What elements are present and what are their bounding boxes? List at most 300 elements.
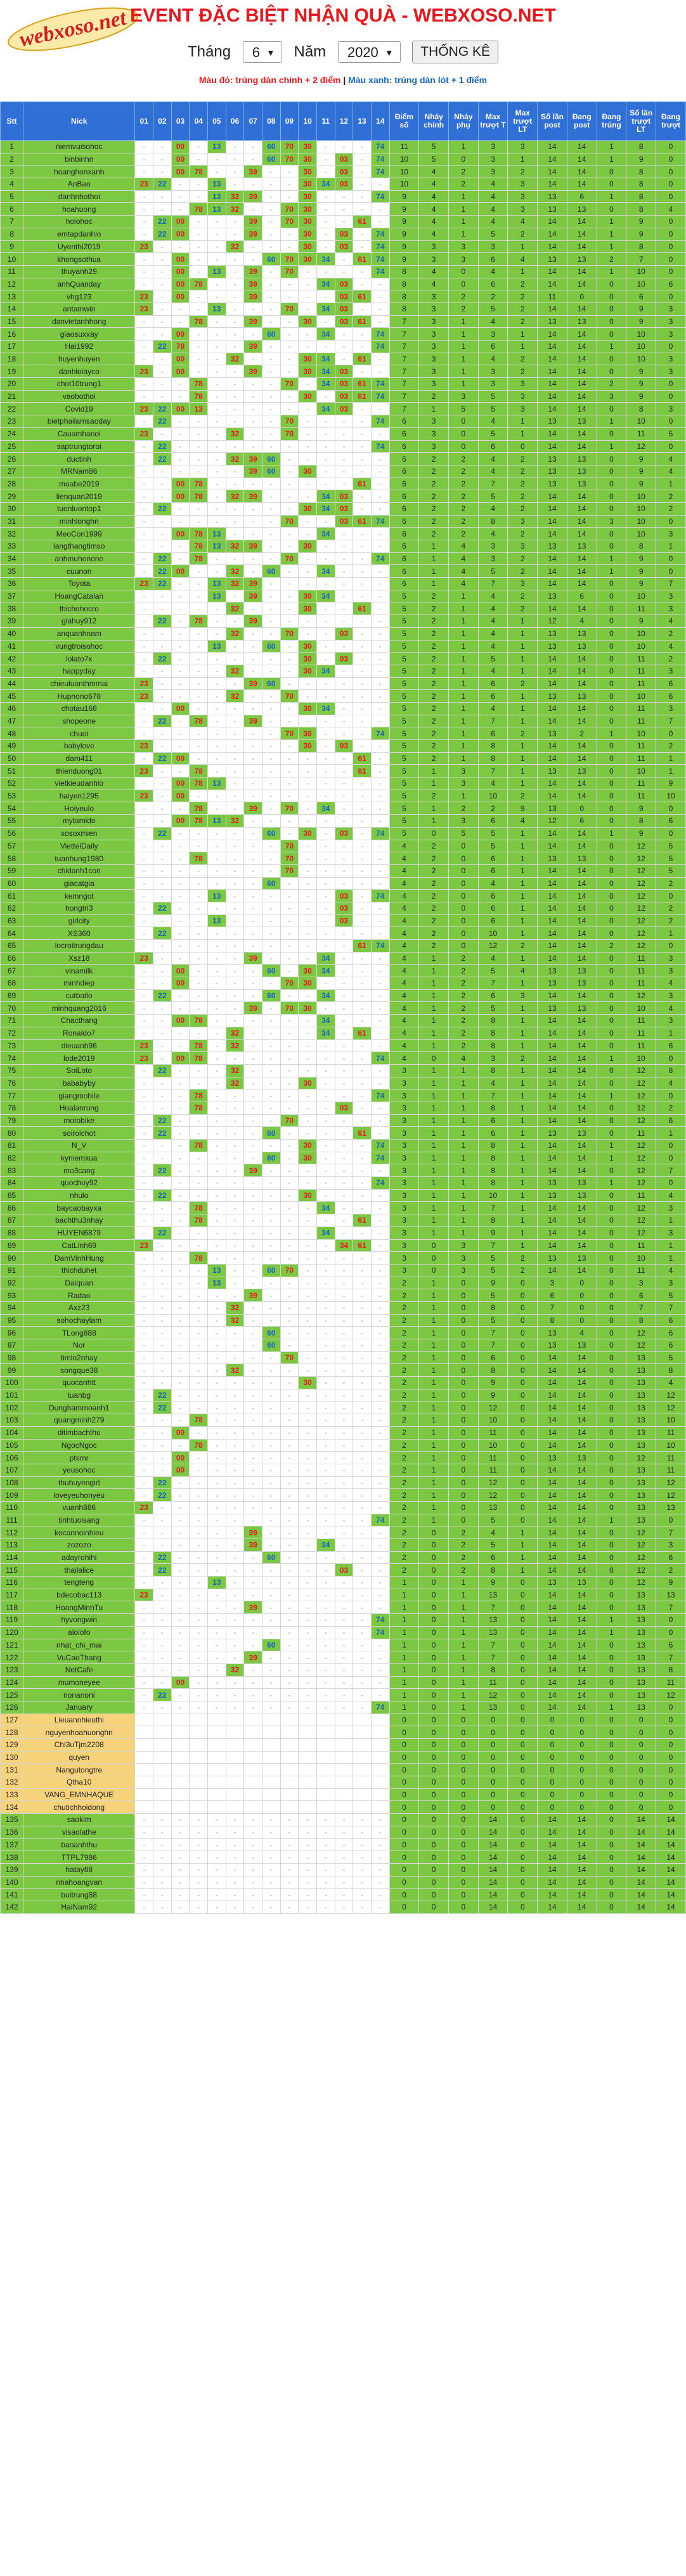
nick-cell[interactable]: anhQuanday <box>23 278 135 290</box>
stat-cell: 3 <box>508 989 538 1002</box>
nick-cell[interactable]: vuanh886 <box>23 1501 135 1514</box>
nick-cell[interactable]: hoahuong <box>23 203 135 216</box>
day-cell: - <box>190 790 208 802</box>
stat-cell: 1 <box>508 415 538 428</box>
day-cell: - <box>244 440 262 453</box>
nick-cell[interactable]: bdecobac113 <box>23 1589 135 1601</box>
day-cell: - <box>153 590 172 602</box>
nick-cell[interactable]: Chi3uTjm2208 <box>23 1739 135 1752</box>
nick-cell[interactable]: mumoneyee <box>23 1676 135 1689</box>
nick-cell[interactable]: Cauamhanoi <box>23 427 135 440</box>
stat-cell: 0 <box>597 1851 626 1864</box>
nick-cell[interactable]: dam411 <box>23 752 135 765</box>
nick-cell[interactable]: alolofo <box>23 1626 135 1639</box>
stat-cell: 14 <box>538 278 567 290</box>
row-index: 67 <box>1 965 23 977</box>
day-cell: - <box>371 1639 389 1651</box>
day-cell: - <box>226 502 244 515</box>
day-cell: - <box>171 665 190 677</box>
nick-cell[interactable]: Hupnono678 <box>23 690 135 703</box>
day-cell: - <box>353 178 372 191</box>
day-cell: 61 <box>353 1239 372 1252</box>
day-cell: - <box>135 265 153 278</box>
stat-cell: 8 <box>626 190 656 203</box>
nick-cell[interactable]: minhquang2016 <box>23 1002 135 1015</box>
nick-cell[interactable]: mo3cang <box>23 1164 135 1177</box>
stat-cell: 1 <box>448 702 478 715</box>
day-cell: - <box>299 1039 317 1052</box>
nick-cell[interactable]: thailalice <box>23 1564 135 1577</box>
nick-cell[interactable]: SoiLoto <box>23 1064 135 1077</box>
stat-cell: 8 <box>478 1102 508 1114</box>
nick-cell[interactable]: HoangCatalan <box>23 590 135 602</box>
stat-cell: 1 <box>656 765 686 777</box>
stat-cell: 14 <box>538 1589 567 1601</box>
nick-cell[interactable]: tinhtuoisang <box>23 1514 135 1526</box>
nick-cell[interactable]: mytamido <box>23 815 135 828</box>
table-row <box>1 540 686 553</box>
nick-cell[interactable]: chieuluonthmmai <box>23 677 135 690</box>
nick-cell[interactable]: TTPL7986 <box>23 1851 135 1864</box>
stat-cell: 7 <box>656 1301 686 1314</box>
day-cell: - <box>226 253 244 266</box>
nick-cell[interactable]: timlo2nhay <box>23 1351 135 1364</box>
nick-cell[interactable]: tuanbg <box>23 1389 135 1402</box>
statistics-button[interactable]: THỐNG KÊ <box>412 41 498 63</box>
stat-cell: 14 <box>538 1663 567 1676</box>
nick-cell[interactable]: songque38 <box>23 1364 135 1377</box>
nick-cell[interactable]: thuyanh29 <box>23 265 135 278</box>
nick-cell[interactable]: hyvongwin <box>23 1614 135 1627</box>
day-cell: - <box>353 203 372 216</box>
nick-cell[interactable]: vaobothoi <box>23 390 135 403</box>
nick-cell[interactable]: kocannoinhieu <box>23 1526 135 1539</box>
nick-cell[interactable]: tuonluontop1 <box>23 502 135 515</box>
nick-cell[interactable]: danhnhothoi <box>23 190 135 203</box>
day-cell: - <box>280 653 299 665</box>
nick-cell[interactable]: Daiquan <box>23 1277 135 1289</box>
day-cell: - <box>244 1264 262 1277</box>
day-cell: - <box>316 1426 335 1439</box>
nick-cell[interactable]: motobike <box>23 1114 135 1127</box>
table-row <box>1 752 686 765</box>
nick-cell[interactable]: tengteng <box>23 1577 135 1589</box>
nick-cell[interactable]: lolato7x <box>23 653 135 665</box>
table-row <box>1 914 686 927</box>
day-cell: - <box>207 1102 226 1114</box>
stat-cell: 6 <box>656 1639 686 1651</box>
nick-cell[interactable]: vietkieudanhlo <box>23 777 135 790</box>
nick-cell[interactable]: hoanghonxanh <box>23 166 135 178</box>
nick-cell[interactable]: CatLinh69 <box>23 1239 135 1252</box>
nick-cell[interactable]: vungtroisohoc <box>23 640 135 653</box>
day-cell: - <box>171 827 190 840</box>
nick-cell[interactable]: MeoCon1999 <box>23 528 135 540</box>
stat-cell: 0 <box>597 465 626 478</box>
nick-cell[interactable]: bababyby <box>23 1077 135 1090</box>
nick-cell[interactable]: DamVinhHung <box>23 1252 135 1265</box>
nick-cell[interactable]: giahuy912 <box>23 615 135 628</box>
day-cell: - <box>207 1164 226 1177</box>
day-cell: 00 <box>171 490 190 503</box>
nick-cell[interactable]: Covid19 <box>23 403 135 415</box>
nick-cell[interactable]: Uyenthi2019 <box>23 240 135 253</box>
stat-cell: 14 <box>567 1663 597 1676</box>
stat-cell: 3 <box>656 1015 686 1027</box>
nick-cell[interactable]: girlcity <box>23 914 135 927</box>
row-index: 88 <box>1 1226 23 1239</box>
nick-cell[interactable]: cuunon <box>23 565 135 578</box>
stat-cell: 14 <box>567 265 597 278</box>
stat-cell: 2 <box>419 677 449 690</box>
nick-cell[interactable]: XS360 <box>23 927 135 940</box>
day-cell: - <box>207 965 226 977</box>
day-cell: - <box>135 1689 153 1701</box>
nick-cell[interactable]: babylove <box>23 740 135 753</box>
stat-cell: 14 <box>567 378 597 391</box>
nick-cell[interactable]: HaiNam92 <box>23 1901 135 1913</box>
stat-cell: 14 <box>538 265 567 278</box>
nick-cell[interactable]: thuhuyengirl <box>23 1476 135 1489</box>
day-cell: - <box>353 1838 372 1851</box>
nick-cell[interactable]: giaosuxxay <box>23 328 135 341</box>
stat-cell: 3 <box>389 1090 419 1102</box>
stat-cell: 0 <box>448 1851 478 1864</box>
day-cell <box>280 1739 299 1752</box>
nick-cell[interactable]: xosoxmien <box>23 827 135 840</box>
nick-cell[interactable]: Radao <box>23 1289 135 1302</box>
nick-cell[interactable]: ductinh <box>23 453 135 465</box>
nick-cell[interactable]: emtapdanhlo <box>23 228 135 240</box>
nick-cell[interactable]: bietphailamsaoday <box>23 415 135 428</box>
nick-cell[interactable]: zozozo <box>23 1539 135 1552</box>
nick-cell[interactable]: antamwin <box>23 302 135 315</box>
stat-cell: 6 <box>538 1289 567 1302</box>
nick-cell[interactable]: Chacthang <box>23 1015 135 1027</box>
nick-cell[interactable]: ViettelDaily <box>23 840 135 852</box>
stat-cell: 1 <box>656 927 686 940</box>
stat-cell: 14 <box>567 1064 597 1077</box>
stat-cell: 10 <box>478 1189 508 1202</box>
stat-cell: 1 <box>419 403 449 415</box>
day-cell: - <box>371 1289 389 1302</box>
day-cell: - <box>299 815 317 828</box>
nick-cell[interactable]: danvietanhhong <box>23 315 135 328</box>
day-cell: - <box>335 940 353 953</box>
day-cell: - <box>135 615 153 628</box>
nick-cell[interactable]: sohochaylam <box>23 1314 135 1327</box>
nick-cell[interactable]: loveyeuhonyeu <box>23 1489 135 1502</box>
day-cell: - <box>207 1826 226 1838</box>
nick-cell[interactable]: HoangMinhTu <box>23 1601 135 1614</box>
stat-cell: 1 <box>448 190 478 203</box>
nick-cell[interactable]: ptsmr <box>23 1452 135 1464</box>
nick-cell[interactable]: happyday <box>23 665 135 677</box>
day-cell: - <box>371 478 389 490</box>
nick-cell[interactable]: quangminh279 <box>23 1414 135 1427</box>
day-cell: - <box>171 190 190 203</box>
nick-cell[interactable]: chotau168 <box>23 702 135 715</box>
nick-cell[interactable]: kemngot <box>23 890 135 902</box>
day-cell: - <box>262 1439 280 1452</box>
nick-cell[interactable]: yeusohoc <box>23 1464 135 1476</box>
nick-cell[interactable]: chutichhoidong <box>23 1801 135 1814</box>
day-cell: - <box>207 465 226 478</box>
stat-cell: 1 <box>419 1027 449 1039</box>
nick-cell[interactable]: Ronaldo7 <box>23 1027 135 1039</box>
nick-cell[interactable]: khongsothua <box>23 253 135 266</box>
row-index: 141 <box>1 1889 23 1901</box>
nick-cell[interactable]: Nor <box>23 1339 135 1352</box>
nick-cell[interactable]: visaolathe <box>23 1826 135 1838</box>
stat-cell: 2 <box>656 502 686 515</box>
stat-cell: 4 <box>389 840 419 852</box>
row-index: 62 <box>1 902 23 914</box>
nick-cell[interactable]: quyen <box>23 1751 135 1764</box>
stat-cell: 6 <box>389 427 419 440</box>
nick-cell[interactable]: Xsz18 <box>23 952 135 965</box>
day-cell: - <box>280 1564 299 1577</box>
nick-cell[interactable]: hongtri3 <box>23 902 135 914</box>
nick-cell[interactable]: nhahoangvan <box>23 1876 135 1889</box>
stat-cell: 14 <box>567 341 597 353</box>
nick-cell[interactable]: giacatgia <box>23 877 135 890</box>
nick-cell[interactable]: chuoi <box>23 727 135 740</box>
nick-cell[interactable]: lienquan2019 <box>23 490 135 503</box>
stat-cell: 2 <box>389 1339 419 1352</box>
day-cell: - <box>244 777 262 790</box>
stat-cell: 13 <box>567 253 597 266</box>
stat-cell: 14 <box>538 1676 567 1689</box>
stat-cell: 0 <box>597 302 626 315</box>
nick-cell[interactable]: Hoalanrung <box>23 1102 135 1114</box>
nick-cell[interactable]: anquanhnam <box>23 627 135 640</box>
stat-cell: 0 <box>419 1539 449 1552</box>
nick-cell[interactable]: huyenhuyen <box>23 353 135 365</box>
nick-cell[interactable]: buitrung88 <box>23 1889 135 1901</box>
nick-cell[interactable]: shopeone <box>23 715 135 727</box>
nick-cell[interactable]: Dunghammoanh1 <box>23 1402 135 1414</box>
nick-cell[interactable]: muabe2019 <box>23 478 135 490</box>
row-index: 29 <box>1 490 23 503</box>
nick-cell[interactable]: nguyenhoahuonghn <box>23 1726 135 1739</box>
stat-cell: 1 <box>448 615 478 628</box>
nick-cell[interactable]: Hoiyeulo <box>23 802 135 815</box>
stat-cell: 0 <box>538 1776 567 1789</box>
nick-cell[interactable]: Lieuannhieuthi <box>23 1714 135 1726</box>
column-header: 03 <box>171 102 190 141</box>
nick-cell[interactable]: January <box>23 1701 135 1714</box>
day-cell: - <box>353 1140 372 1152</box>
stat-cell: 5 <box>478 490 508 503</box>
nick-cell[interactable]: quocanhtt <box>23 1377 135 1389</box>
nick-cell[interactable]: VANG_EMNHAQUE <box>23 1788 135 1801</box>
row-index: 31 <box>1 515 23 528</box>
stat-cell: 10 <box>626 590 656 602</box>
nick-cell[interactable]: hoiohoc <box>23 216 135 228</box>
nick-cell[interactable]: Toyota <box>23 578 135 590</box>
day-cell: - <box>171 1164 190 1177</box>
stat-cell: 14 <box>538 715 567 727</box>
nick-cell[interactable]: baoanhthu <box>23 1838 135 1851</box>
stat-cell: 14 <box>626 1876 656 1889</box>
nick-cell[interactable]: saptrungtoroi <box>23 440 135 453</box>
stat-cell: 12 <box>626 1164 656 1177</box>
nick-cell[interactable]: nonanoni <box>23 1689 135 1701</box>
stat-cell: 0 <box>597 1901 626 1913</box>
nick-cell[interactable]: Nangutongtre <box>23 1764 135 1776</box>
row-index: 108 <box>1 1476 23 1489</box>
nick-cell[interactable]: danhloiayco <box>23 365 135 378</box>
nick-cell[interactable]: AnBao <box>23 178 135 191</box>
stat-cell: 14 <box>567 1514 597 1526</box>
day-cell: - <box>371 1889 389 1901</box>
nick-cell[interactable]: locroitrungdau <box>23 940 135 953</box>
day-cell: - <box>316 1301 335 1314</box>
nick-cell[interactable]: kyniemxua <box>23 1152 135 1164</box>
day-cell: - <box>299 1626 317 1639</box>
nick-cell[interactable]: cutbatlo <box>23 989 135 1002</box>
stat-cell: 14 <box>538 328 567 341</box>
day-cell: - <box>207 1626 226 1639</box>
stat-cell: 0 <box>419 1764 449 1776</box>
day-cell: - <box>262 1289 280 1302</box>
day-cell: - <box>190 353 208 365</box>
stat-cell: 1 <box>419 1189 449 1202</box>
nick-cell[interactable]: Axz23 <box>23 1301 135 1314</box>
table-row <box>1 1676 686 1689</box>
nick-cell[interactable]: niemvuisohoc <box>23 141 135 153</box>
day-cell: 74 <box>371 228 389 240</box>
nick-cell[interactable]: haiyen1295 <box>23 790 135 802</box>
day-cell: - <box>135 166 153 178</box>
stat-cell: 0 <box>656 565 686 578</box>
stat-cell: 4 <box>656 1377 686 1389</box>
nick-cell[interactable]: giangmobile <box>23 1090 135 1102</box>
day-cell: - <box>171 590 190 602</box>
nick-cell[interactable]: ditimbachthu <box>23 1426 135 1439</box>
nick-cell[interactable]: TLong888 <box>23 1327 135 1339</box>
day-cell: 34 <box>316 1539 335 1552</box>
nick-cell[interactable]: nhulo <box>23 1189 135 1202</box>
nick-cell[interactable]: quochuy92 <box>23 1177 135 1190</box>
day-cell: 39 <box>244 1601 262 1614</box>
stat-cell: 2 <box>448 290 478 303</box>
day-cell <box>371 1739 389 1752</box>
row-index: 32 <box>1 528 23 540</box>
nick-cell[interactable]: binbinhn <box>23 153 135 166</box>
stat-cell: 5 <box>389 802 419 815</box>
nick-cell[interactable]: lode2019 <box>23 1052 135 1065</box>
stat-cell: 6 <box>656 1114 686 1127</box>
nick-cell[interactable]: thichduhet <box>23 1264 135 1277</box>
day-cell: - <box>280 1639 299 1651</box>
nick-cell[interactable]: vinamilk <box>23 965 135 977</box>
nick-cell[interactable]: Qtha10 <box>23 1776 135 1789</box>
day-cell: - <box>226 1589 244 1601</box>
nick-cell[interactable]: tuanhung1980 <box>23 852 135 865</box>
stat-cell: 6 <box>656 278 686 290</box>
nick-cell[interactable]: Hai1992 <box>23 341 135 353</box>
nick-cell[interactable]: MRNam86 <box>23 465 135 478</box>
nick-cell[interactable]: baycaobayxa <box>23 1202 135 1214</box>
nick-cell[interactable]: saokim <box>23 1814 135 1826</box>
nick-cell[interactable]: anhmuhenone <box>23 552 135 565</box>
row-index: 89 <box>1 1239 23 1252</box>
stat-cell: 13 <box>538 465 567 478</box>
day-cell: - <box>335 1464 353 1476</box>
day-cell: - <box>207 989 226 1002</box>
nick-cell[interactable]: NetCafe <box>23 1663 135 1676</box>
nick-cell[interactable]: dieuanh96 <box>23 1039 135 1052</box>
stat-cell: 0 <box>567 1726 597 1739</box>
nick-cell[interactable]: chidanh1con <box>23 864 135 877</box>
day-cell: - <box>280 190 299 203</box>
year-select[interactable] <box>338 41 401 62</box>
stat-cell: 8 <box>626 815 656 828</box>
nick-cell[interactable]: minhlonghn <box>23 515 135 528</box>
stat-cell: 13 <box>478 1701 508 1714</box>
stat-cell: 0 <box>448 1901 478 1913</box>
day-cell: - <box>299 1351 317 1364</box>
month-select[interactable] <box>243 41 282 62</box>
row-index: 79 <box>1 1114 23 1127</box>
nick-cell[interactable]: langthangtimso <box>23 540 135 553</box>
nick-cell[interactable]: minhdiep <box>23 977 135 990</box>
nick-cell[interactable]: thichohocro <box>23 602 135 615</box>
day-cell: 39 <box>244 1164 262 1177</box>
day-cell: - <box>353 727 372 740</box>
day-cell: - <box>371 1464 389 1476</box>
day-cell: - <box>335 1489 353 1502</box>
nick-cell[interactable]: chot10trung1 <box>23 378 135 391</box>
stat-cell: 0 <box>597 490 626 503</box>
day-cell: 00 <box>171 1052 190 1065</box>
nick-cell[interactable]: soiroichot <box>23 1127 135 1140</box>
stat-cell: 3 <box>389 1264 419 1277</box>
nick-cell[interactable]: vhg123 <box>23 290 135 303</box>
stat-cell: 1 <box>419 1152 449 1164</box>
day-cell: - <box>135 1226 153 1239</box>
nick-cell[interactable]: N_V <box>23 1140 135 1152</box>
day-cell: 61 <box>353 1127 372 1140</box>
stat-cell: 2 <box>419 902 449 914</box>
stat-cell: 14 <box>567 528 597 540</box>
stat-cell: 13 <box>538 315 567 328</box>
day-cell: 00 <box>171 253 190 266</box>
day-cell: - <box>280 1039 299 1052</box>
nick-cell[interactable]: thienduong01 <box>23 765 135 777</box>
stat-cell: 14 <box>567 1701 597 1714</box>
day-cell: - <box>244 977 262 990</box>
stat-cell: 3 <box>508 178 538 191</box>
day-cell <box>353 1801 372 1814</box>
day-cell: - <box>335 1476 353 1489</box>
day-cell: - <box>135 1539 153 1552</box>
nick-cell[interactable]: hatay88 <box>23 1863 135 1876</box>
nick-cell[interactable]: NgocNgoc <box>23 1439 135 1452</box>
day-cell: 30 <box>299 1189 317 1202</box>
day-cell: 32 <box>226 1039 244 1052</box>
nick-cell[interactable]: nhat_chi_mai <box>23 1639 135 1651</box>
table-row <box>1 877 686 890</box>
nick-cell[interactable]: HUYEN6879 <box>23 1226 135 1239</box>
day-cell: - <box>226 1377 244 1389</box>
nick-cell[interactable]: bachthu3nhay <box>23 1214 135 1227</box>
nick-cell[interactable]: VuCaoThang <box>23 1651 135 1664</box>
nick-cell[interactable]: adayrohihi <box>23 1551 135 1564</box>
stat-cell: 12 <box>626 1551 656 1564</box>
